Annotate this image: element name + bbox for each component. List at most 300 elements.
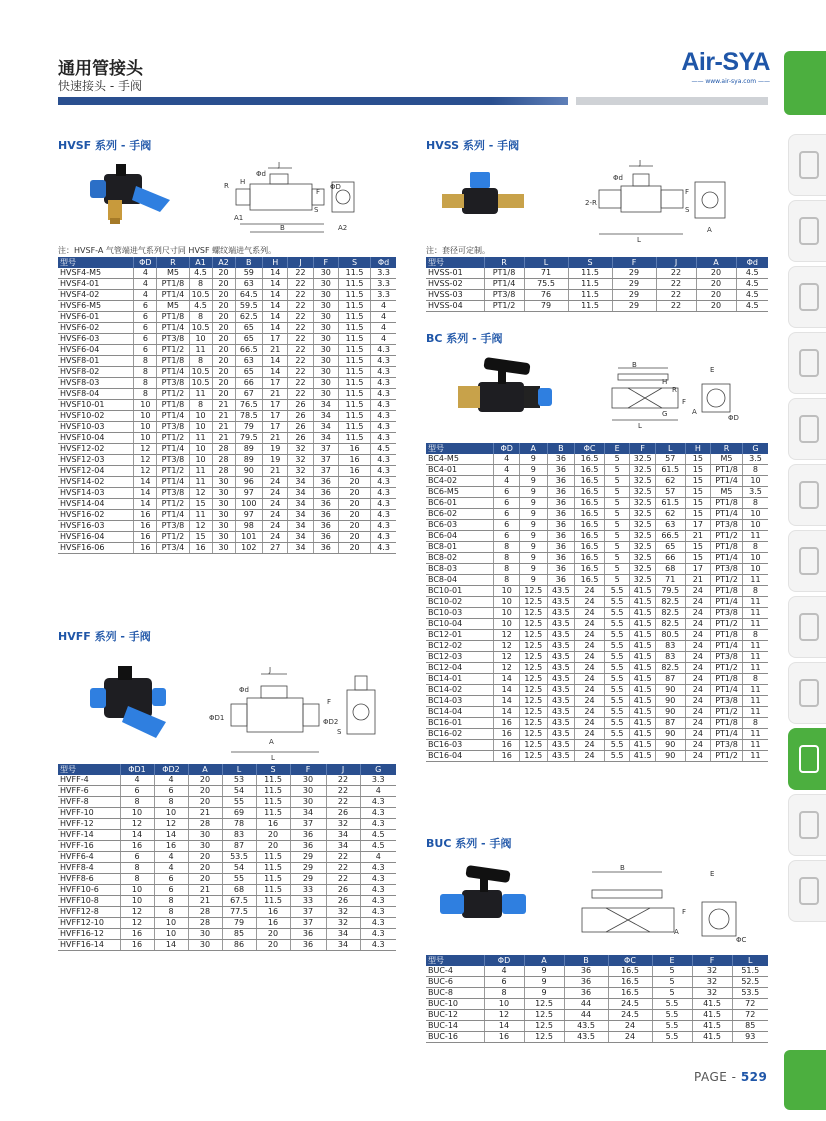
hvsf-dim-r: R: [224, 182, 229, 190]
model-cell: BC12-03: [426, 652, 494, 663]
side-category-tabs: [788, 134, 826, 926]
model-cell: HVFF12-10: [58, 918, 120, 929]
brand-logo: [664, 48, 770, 85]
hvff-dim-s: S: [337, 728, 342, 736]
value-cell: 16.5: [575, 498, 605, 509]
value-cell: 26: [288, 433, 313, 444]
value-cell: 22: [288, 356, 313, 367]
value-cell: 86: [222, 940, 256, 951]
bc-drawing: [598, 358, 748, 430]
side-tab-11[interactable]: [788, 794, 826, 856]
value-cell: 20: [212, 356, 235, 367]
value-cell: 8: [494, 575, 519, 586]
bc-dim-l: L: [638, 422, 642, 430]
value-cell: 4.5: [360, 841, 396, 852]
value-cell: 32: [326, 907, 360, 918]
value-cell: 24: [575, 696, 605, 707]
value-cell: 8: [134, 367, 157, 378]
value-cell: 22: [326, 863, 360, 874]
value-cell: 4.3: [360, 874, 396, 885]
value-cell: 12: [120, 918, 154, 929]
model-cell: BC14-03: [426, 696, 494, 707]
value-cell: 12.5: [524, 999, 564, 1010]
value-cell: 66.5: [235, 345, 263, 356]
column-header: 型号: [58, 257, 134, 268]
value-cell: 24: [685, 586, 710, 597]
hvss-dim-phid: Φd: [613, 174, 623, 182]
value-cell: 11.5: [256, 775, 290, 786]
value-cell: 4.3: [371, 422, 396, 433]
value-cell: 10: [189, 422, 212, 433]
value-cell: 5.5: [604, 608, 629, 619]
value-cell: 29: [612, 290, 656, 301]
column-header: 型号: [426, 443, 494, 454]
value-cell: 16: [134, 543, 157, 554]
value-cell: 89: [235, 455, 263, 466]
column-header: ΦD: [134, 257, 157, 268]
value-cell: 36: [564, 988, 608, 999]
value-cell: 30: [212, 532, 235, 543]
value-cell: 20: [188, 797, 222, 808]
value-cell: 20: [338, 532, 370, 543]
value-cell: 12.5: [519, 751, 547, 762]
value-cell: 67: [235, 389, 263, 400]
column-header: Φd: [371, 257, 396, 268]
value-cell: 10: [742, 509, 768, 520]
value-cell: PT1/4: [711, 509, 743, 520]
value-cell: 4: [134, 290, 157, 301]
value-cell: 34: [288, 532, 313, 543]
value-cell: 14: [134, 488, 157, 499]
model-cell: HVSF10-04: [58, 433, 134, 444]
table-row: [58, 334, 396, 345]
table-row: [426, 718, 768, 729]
value-cell: 32: [692, 977, 732, 988]
value-cell: 24: [575, 597, 605, 608]
value-cell: M5: [711, 454, 743, 465]
value-cell: 4: [154, 852, 188, 863]
value-cell: 11.5: [338, 422, 370, 433]
value-cell: 5: [604, 465, 629, 476]
table-row: [426, 740, 768, 751]
regulator-icon: [799, 547, 819, 575]
table-row: [426, 487, 768, 498]
model-cell: HVFF-8: [58, 797, 120, 808]
model-cell: BC4-02: [426, 476, 494, 487]
value-cell: 11: [742, 531, 768, 542]
value-cell: 10: [742, 553, 768, 564]
side-tab-5[interactable]: [788, 398, 826, 460]
value-cell: 30: [290, 797, 326, 808]
value-cell: 34: [288, 499, 313, 510]
table-row: [426, 674, 768, 685]
value-cell: 4.3: [371, 433, 396, 444]
value-cell: 4: [134, 279, 157, 290]
column-header: R: [157, 257, 189, 268]
value-cell: 30: [290, 775, 326, 786]
table-row: [58, 852, 396, 863]
side-tab-9[interactable]: [788, 662, 826, 724]
value-cell: 36: [313, 510, 338, 521]
value-cell: 16: [120, 929, 154, 940]
value-cell: 10: [134, 400, 157, 411]
value-cell: 16.5: [575, 553, 605, 564]
value-cell: 12.5: [519, 663, 547, 674]
value-cell: 11.5: [568, 268, 612, 279]
value-cell: 24: [685, 663, 710, 674]
value-cell: 82.5: [655, 619, 685, 630]
value-cell: 72: [732, 1010, 768, 1021]
value-cell: 26: [288, 411, 313, 422]
value-cell: 37: [290, 907, 326, 918]
value-cell: 44: [564, 999, 608, 1010]
value-cell: 17: [263, 400, 288, 411]
brand-url: —— www.air-sya.com ——: [691, 78, 770, 85]
value-cell: 41.5: [630, 718, 655, 729]
value-cell: 8: [494, 542, 519, 553]
value-cell: 20: [212, 279, 235, 290]
value-cell: 4: [494, 454, 519, 465]
model-cell: BUC-10: [426, 999, 484, 1010]
value-cell: 11.5: [338, 411, 370, 422]
value-cell: 12: [189, 521, 212, 532]
value-cell: 36: [290, 929, 326, 940]
hvff-dim-phiD2: ΦD2: [323, 718, 339, 726]
value-cell: 41.5: [630, 729, 655, 740]
value-cell: 5.5: [652, 1021, 692, 1032]
value-cell: 10: [494, 586, 519, 597]
model-cell: HVSF12-03: [58, 455, 134, 466]
value-cell: 4.3: [360, 929, 396, 940]
table-header-row: [58, 764, 396, 775]
model-cell: BC8-04: [426, 575, 494, 586]
value-cell: 37: [313, 455, 338, 466]
hvsf-dim-h: H: [240, 178, 246, 186]
value-cell: 43.5: [547, 685, 575, 696]
model-cell: HVFF-4: [58, 775, 120, 786]
value-cell: 14: [494, 707, 519, 718]
table-row: [426, 498, 768, 509]
value-cell: 34: [326, 940, 360, 951]
model-cell: HVSF6-04: [58, 345, 134, 356]
value-cell: 14: [494, 696, 519, 707]
value-cell: 6: [134, 323, 157, 334]
value-cell: 16: [134, 510, 157, 521]
table-row: [426, 1010, 768, 1021]
table-row: [58, 863, 396, 874]
silencer-icon: [799, 811, 819, 839]
value-cell: 10: [189, 411, 212, 422]
table-row: [426, 531, 768, 542]
value-cell: 85: [222, 929, 256, 940]
model-cell: BC16-01: [426, 718, 494, 729]
column-header: L: [222, 764, 256, 775]
hvsf-note: 注：HVSF-A 气管端进气系列尺寸同 HVSF 螺纹端进气系列。: [58, 246, 277, 255]
value-cell: 24: [575, 718, 605, 729]
value-cell: PT1/8: [157, 356, 189, 367]
model-cell: HVSF4-M5: [58, 268, 134, 279]
value-cell: 63: [235, 356, 263, 367]
value-cell: 30: [313, 290, 338, 301]
value-cell: 44: [564, 1010, 608, 1021]
value-cell: 30: [313, 301, 338, 312]
value-cell: 10: [154, 808, 188, 819]
hvff-dim-f: F: [327, 698, 332, 706]
side-tab-3[interactable]: [788, 266, 826, 328]
manifold-icon: [799, 613, 819, 641]
value-cell: 6: [134, 312, 157, 323]
column-header: B: [235, 257, 263, 268]
model-cell: HVSS-01: [426, 268, 484, 279]
side-tab-7[interactable]: [788, 530, 826, 592]
table-row: [426, 1021, 768, 1032]
value-cell: 41.5: [630, 696, 655, 707]
column-header: L: [524, 257, 568, 268]
side-tab-1[interactable]: [788, 134, 826, 196]
value-cell: 36: [547, 531, 575, 542]
model-cell: HVSF12-02: [58, 444, 134, 455]
table-row: [58, 896, 396, 907]
value-cell: 10: [189, 455, 212, 466]
hvff-dim-j: J: [269, 666, 272, 674]
model-cell: HVSF16-03: [58, 521, 134, 532]
value-cell: 4: [154, 775, 188, 786]
value-cell: 12: [494, 652, 519, 663]
column-header: G: [742, 443, 768, 454]
value-cell: 6: [154, 786, 188, 797]
page-title: 通用管接头: [58, 59, 143, 79]
value-cell: 8: [120, 874, 154, 885]
column-header: A1: [189, 257, 212, 268]
model-cell: HVSF10-01: [58, 400, 134, 411]
model-cell: HVSF6-02: [58, 323, 134, 334]
value-cell: 24: [575, 641, 605, 652]
side-tab-4[interactable]: [788, 332, 826, 394]
value-cell: 78.5: [235, 411, 263, 422]
value-cell: 43.5: [547, 641, 575, 652]
value-cell: 16: [338, 444, 370, 455]
value-cell: 41.5: [630, 619, 655, 630]
column-header: F: [290, 764, 326, 775]
value-cell: 4.3: [360, 819, 396, 830]
value-cell: 20: [338, 543, 370, 554]
value-cell: 71: [524, 268, 568, 279]
value-cell: 24: [685, 707, 710, 718]
value-cell: 43.5: [547, 663, 575, 674]
value-cell: 90: [655, 696, 685, 707]
value-cell: 19: [263, 455, 288, 466]
hvsf-dim-a1: A1: [234, 214, 244, 222]
value-cell: 22: [656, 290, 696, 301]
value-cell: 43.5: [547, 608, 575, 619]
value-cell: 55: [222, 797, 256, 808]
value-cell: 32.5: [630, 465, 655, 476]
model-cell: BC10-03: [426, 608, 494, 619]
model-cell: BC14-04: [426, 707, 494, 718]
table-row: [58, 521, 396, 532]
table-row: [58, 400, 396, 411]
value-cell: 16.5: [575, 520, 605, 531]
value-cell: 30: [313, 312, 338, 323]
value-cell: 43.5: [547, 740, 575, 751]
value-cell: 16: [256, 819, 290, 830]
table-row: [58, 411, 396, 422]
value-cell: 77.5: [222, 907, 256, 918]
value-cell: 11.5: [568, 290, 612, 301]
table-row: [58, 918, 396, 929]
value-cell: 21: [685, 531, 710, 542]
value-cell: 9: [519, 542, 547, 553]
value-cell: 30: [188, 830, 222, 841]
value-cell: 21: [188, 885, 222, 896]
value-cell: 11: [189, 466, 212, 477]
value-cell: 10: [134, 433, 157, 444]
value-cell: 4.3: [371, 356, 396, 367]
value-cell: 14: [263, 367, 288, 378]
value-cell: 10: [134, 422, 157, 433]
value-cell: 87: [222, 841, 256, 852]
table-row: [426, 630, 768, 641]
value-cell: 57: [655, 487, 685, 498]
value-cell: 41.5: [630, 685, 655, 696]
value-cell: PT3/8: [711, 520, 743, 531]
side-tab-12[interactable]: [788, 860, 826, 922]
value-cell: PT1/4: [157, 444, 189, 455]
value-cell: 3.5: [742, 454, 768, 465]
model-cell: BC6-M5: [426, 487, 494, 498]
value-cell: 4.3: [371, 499, 396, 510]
value-cell: 32: [288, 466, 313, 477]
model-cell: BUC-6: [426, 977, 484, 988]
value-cell: 10: [120, 808, 154, 819]
table-row: [58, 356, 396, 367]
value-cell: 32.5: [630, 531, 655, 542]
value-cell: 11.5: [338, 367, 370, 378]
value-cell: 8: [742, 630, 768, 641]
value-cell: 6: [154, 885, 188, 896]
value-cell: 6: [120, 852, 154, 863]
value-cell: 20: [188, 786, 222, 797]
value-cell: 14: [134, 477, 157, 488]
value-cell: 32.5: [630, 542, 655, 553]
value-cell: 93: [732, 1032, 768, 1043]
value-cell: 41.5: [692, 1032, 732, 1043]
side-tab-8[interactable]: [788, 596, 826, 658]
model-cell: HVFF8-4: [58, 863, 120, 874]
column-header: E: [604, 443, 629, 454]
table-row: [58, 301, 396, 312]
bc-dim-h: H: [662, 378, 668, 386]
value-cell: 75.5: [524, 279, 568, 290]
value-cell: PT1/4: [157, 290, 189, 301]
column-header: ΦC: [575, 443, 605, 454]
value-cell: 8: [742, 498, 768, 509]
value-cell: 17: [263, 411, 288, 422]
table-row: [58, 389, 396, 400]
hvff-spec-table: [58, 764, 396, 951]
value-cell: 4.5: [736, 301, 768, 312]
bc-photo: [448, 352, 560, 432]
table-row: [426, 999, 768, 1010]
value-cell: 80.5: [655, 630, 685, 641]
value-cell: 14: [263, 268, 288, 279]
side-tab-fittings[interactable]: [788, 728, 826, 790]
side-tab-6[interactable]: [788, 464, 826, 526]
column-header: 型号: [426, 955, 484, 966]
value-cell: 4.3: [360, 808, 396, 819]
value-cell: 4.5: [371, 444, 396, 455]
model-cell: HVSF8-01: [58, 356, 134, 367]
table-row: [426, 652, 768, 663]
value-cell: 10: [154, 929, 188, 940]
value-cell: 3.3: [360, 775, 396, 786]
buc-drawing: [562, 860, 748, 946]
value-cell: 36: [547, 520, 575, 531]
hvss-spec-table: [426, 257, 768, 312]
value-cell: 11: [742, 663, 768, 674]
value-cell: 43.5: [547, 707, 575, 718]
value-cell: 5.5: [652, 1032, 692, 1043]
value-cell: 61.5: [655, 465, 685, 476]
value-cell: 14: [120, 830, 154, 841]
value-cell: 89: [235, 444, 263, 455]
table-row: [58, 444, 396, 455]
value-cell: 97: [235, 510, 263, 521]
value-cell: 9: [519, 465, 547, 476]
value-cell: 12: [154, 819, 188, 830]
model-cell: HVSF12-04: [58, 466, 134, 477]
value-cell: 36: [313, 488, 338, 499]
value-cell: 53.5: [222, 852, 256, 863]
table-row: [426, 301, 768, 312]
value-cell: 4.3: [360, 940, 396, 951]
value-cell: 4.5: [189, 301, 212, 312]
table-row: [58, 290, 396, 301]
value-cell: PT3/8: [157, 422, 189, 433]
value-cell: 72: [732, 999, 768, 1010]
value-cell: 20: [696, 290, 736, 301]
value-cell: 37: [313, 444, 338, 455]
column-header: A: [188, 764, 222, 775]
column-header: A: [696, 257, 736, 268]
value-cell: 69: [222, 808, 256, 819]
value-cell: 29: [290, 874, 326, 885]
value-cell: 21: [685, 575, 710, 586]
value-cell: 5: [604, 487, 629, 498]
value-cell: 24: [575, 652, 605, 663]
table-row: [426, 268, 768, 279]
value-cell: 4.3: [360, 863, 396, 874]
value-cell: 22: [288, 345, 313, 356]
value-cell: 59.5: [235, 301, 263, 312]
table-row: [426, 575, 768, 586]
value-cell: 14: [263, 312, 288, 323]
model-cell: BC16-03: [426, 740, 494, 751]
value-cell: 10.5: [189, 323, 212, 334]
value-cell: 76: [524, 290, 568, 301]
value-cell: PT1/2: [711, 575, 743, 586]
value-cell: 11.5: [256, 863, 290, 874]
side-tab-2[interactable]: [788, 200, 826, 262]
value-cell: 33: [290, 896, 326, 907]
table-header-row: [426, 955, 768, 966]
value-cell: PT1/8: [711, 542, 743, 553]
model-cell: BC6-03: [426, 520, 494, 531]
value-cell: 11: [189, 389, 212, 400]
value-cell: 20: [212, 312, 235, 323]
value-cell: 79: [524, 301, 568, 312]
value-cell: 79.5: [235, 433, 263, 444]
